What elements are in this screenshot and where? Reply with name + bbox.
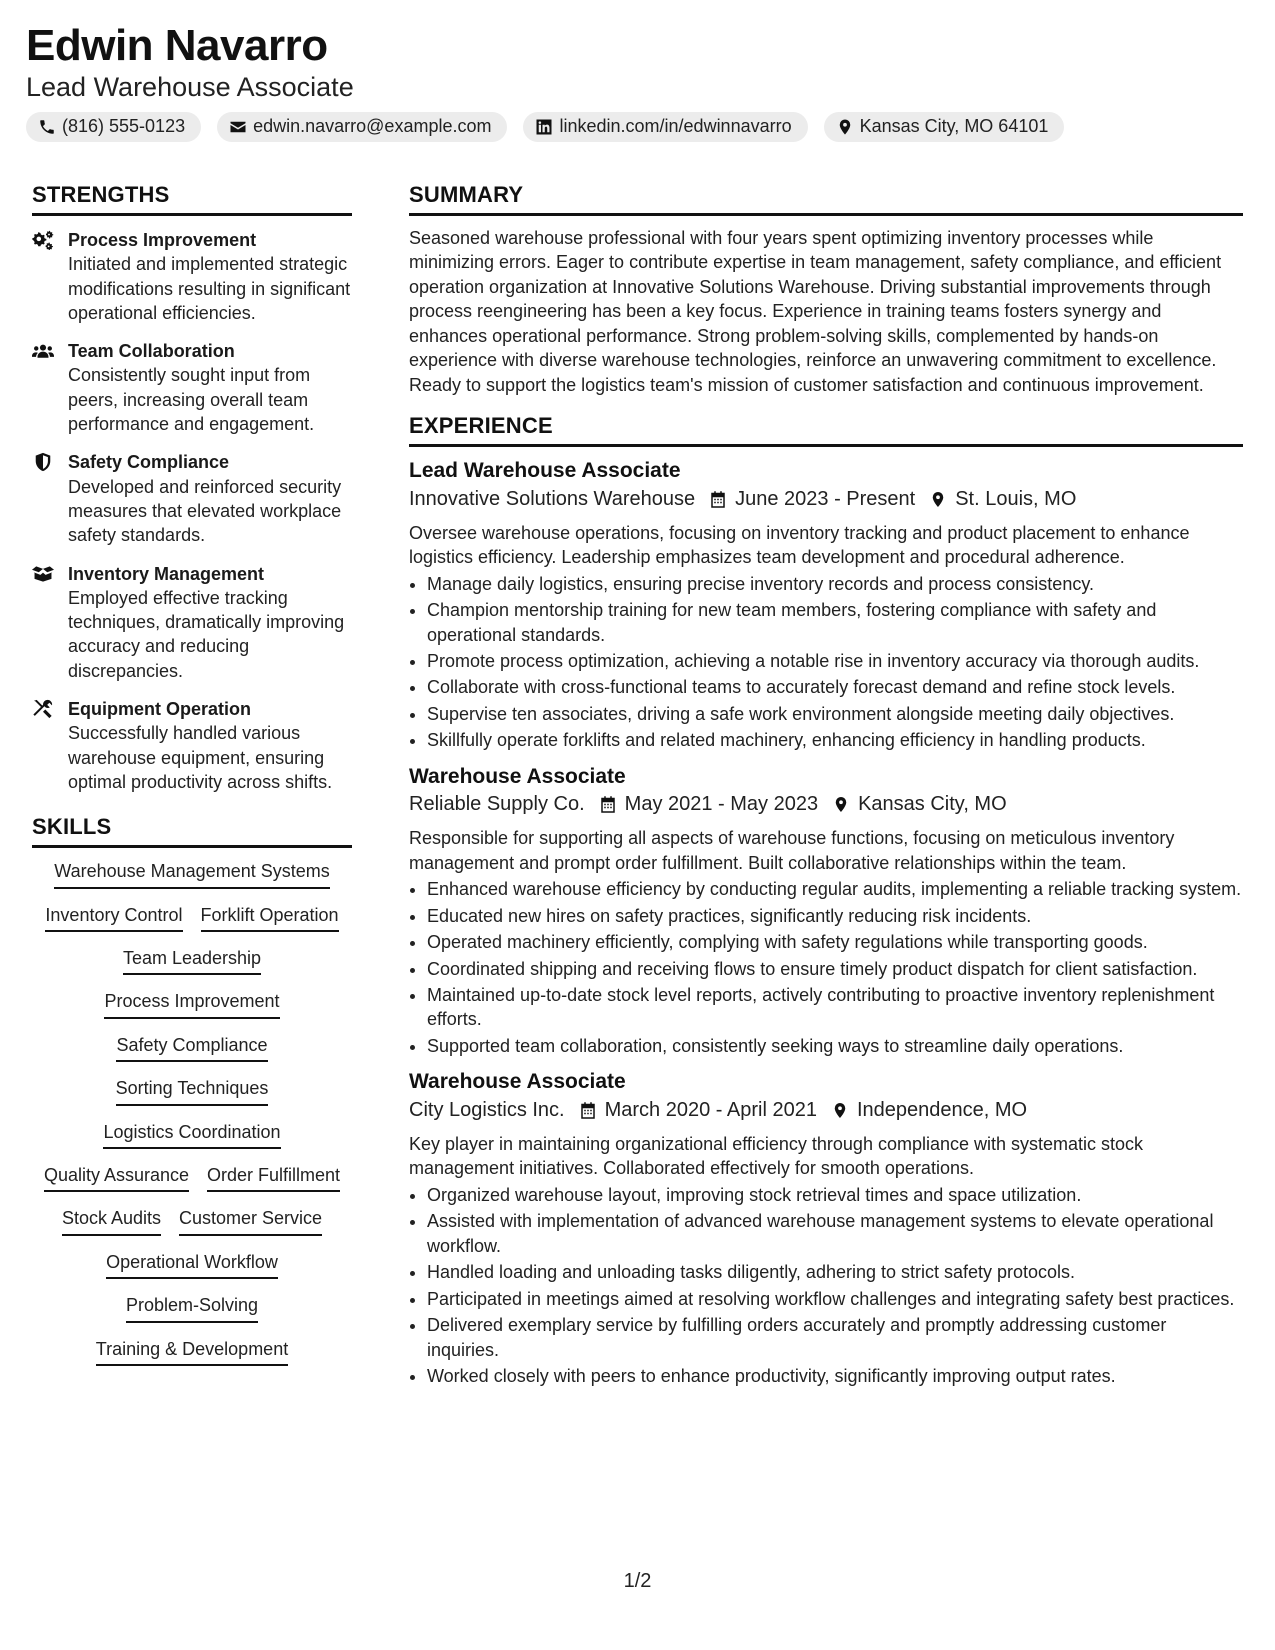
strength-desc: Developed and reinforced security measures that elevated workplace safety standards. [68, 476, 342, 546]
candidate-name: Edwin Navarro [26, 21, 328, 70]
job-location: Independence, MO [856, 1098, 1028, 1121]
users-icon [32, 341, 54, 361]
job-bullet: • Manage daily logistics, ensuring precise inventory records and process consistency. [427, 572, 1243, 596]
candidate-role: Lead Warehouse Associate [26, 72, 354, 103]
strength-desc: Successfully handled various warehouse equipment, ensuring optimal productivity across shifts. [68, 723, 333, 792]
envelope-icon [229, 118, 247, 136]
experience-heading: EXPERIENCE [409, 413, 1243, 447]
strength-item [32, 450, 352, 547]
job-dates: June 2023 - Present [735, 487, 916, 510]
job-bullets [409, 572, 1243, 753]
job-bullet: • Supervise ten associates, driving a safe work environment alongside meeting daily objectives. [427, 702, 1243, 726]
job-dates: May 2021 - May 2023 [624, 793, 819, 816]
skill-tag: Training & Development [96, 1338, 288, 1366]
job-description: Responsible for supporting all aspects of warehouse functions, focusing on meticulous inventory management and prompt order fulfillment. Built collaborative relationships within the team. [409, 828, 1175, 873]
strength-desc: Initiated and implemented strategic modifications resulting in significant operational efficiencies. [68, 254, 351, 323]
left-column [32, 182, 352, 1366]
job-bullet: • Handled loading and unloading tasks diligently, adhering to strict safety protocols. [427, 1260, 1243, 1284]
job-bullet: • Assisted with implementation of advanced warehouse management systems to elevate operational workflow. [427, 1209, 1243, 1258]
job-title: Lead Warehouse Associate [409, 459, 681, 483]
calendar-icon [709, 490, 727, 509]
skills-heading: SKILLS [32, 814, 352, 848]
contact-bar [26, 112, 1249, 142]
box-open-icon [32, 564, 54, 584]
strength-title: Equipment Operation [68, 699, 252, 720]
job-entry [409, 763, 1243, 1059]
strengths-list [32, 228, 352, 794]
strengths-heading: STRENGTHS [32, 182, 352, 216]
job-bullet: • Participated in meetings aimed at resolving workflow challenges and integrating safety best practices. [427, 1287, 1243, 1311]
skill-tag: Inventory Control [45, 904, 182, 932]
strength-title: Safety Compliance [68, 452, 230, 473]
contact-location [824, 112, 1065, 142]
job-title: Warehouse Associate [409, 764, 626, 788]
contact-email[interactable] [217, 112, 507, 142]
job-location: St. Louis, MO [955, 487, 1077, 510]
skill-tag: Operational Workflow [106, 1251, 278, 1279]
location-pin-icon [831, 1101, 849, 1120]
job-bullet: • Organized warehouse layout, improving stock retrieval times and space utilization. [427, 1183, 1243, 1207]
contact-location-text: Kansas City, MO 64101 [859, 116, 1049, 137]
linkedin-icon [535, 118, 553, 136]
summary-heading: SUMMARY [409, 182, 1243, 216]
job-location: Kansas City, MO [858, 793, 1007, 816]
tools-icon [32, 699, 54, 719]
job-dates: March 2020 - April 2021 [604, 1098, 817, 1121]
location-pin-icon [832, 795, 850, 814]
contact-linkedin-text: linkedin.com/in/edwinnavarro [559, 116, 792, 137]
job-bullets [409, 1183, 1243, 1389]
job-company: Reliable Supply Co. [409, 793, 585, 816]
skill-tag: Stock Audits [62, 1207, 161, 1235]
shield-icon [32, 452, 54, 472]
strength-desc: Consistently sought input from peers, increasing overall team performance and engagement. [68, 365, 315, 435]
calendar-icon [599, 795, 617, 814]
job-bullet: • Promote process optimization, achieving a notable rise in inventory accuracy via thorough audits. [427, 649, 1243, 673]
job-entry [409, 1068, 1243, 1388]
location-pin-icon [836, 118, 854, 136]
skill-tag: Customer Service [179, 1207, 322, 1235]
skill-tag: Problem-Solving [126, 1294, 258, 1322]
job-bullet: • Supported team collaboration, consistently seeking ways to streamline daily operations. [427, 1034, 1243, 1058]
summary-text: Seasoned warehouse professional with four years spent optimizing inventory processes while minimizing errors. Eager to contribute expertise in team management, safety compliance, and efficient operation organization at Innovative Solutions Warehouse. Driving substantial improvements through process reengineering has been a key focus. Experience in training teams fosters synergy and enhances operational performance. Strong problem-solving skills, complemented by hands-on experience with diverse warehouse technologies, reinforce an unwavering commitment to excellence. Ready to support the logistics team's mission of customer satisfaction and continuous improvement. [409, 228, 1222, 395]
skill-tag: Process Improvement [104, 990, 279, 1018]
job-bullet: • Educated new hires on safety practices, significantly reducing risk incidents. [427, 904, 1243, 928]
contact-phone-text: (816) 555-0123 [62, 116, 186, 137]
job-description: Oversee warehouse operations, focusing on inventory tracking and product placement to enhance logistics efficiency. Leadership emphasizes team development and procedural adherence. [409, 522, 1190, 568]
strength-desc: Employed effective tracking techniques, dramatically improving accuracy and reducing discrepancies. [68, 587, 345, 681]
job-bullet: • Skillfully operate forklifts and related machinery, enhancing efficiency in handling products. [427, 728, 1243, 752]
job-bullet: • Coordinated shipping and receiving flows to ensure timely product dispatch for client satisfaction. [427, 957, 1243, 981]
skill-tag: Warehouse Management Systems [54, 860, 329, 888]
strength-title: Inventory Management [68, 563, 265, 584]
contact-email-text: edwin.navarro@example.com [253, 116, 492, 137]
strength-item [32, 697, 352, 794]
job-bullet: • Collaborate with cross-functional teams to accurately forecast demand and refine stock levels. [427, 675, 1243, 699]
strength-item [32, 562, 352, 683]
skill-tag: Logistics Coordination [103, 1121, 280, 1149]
right-column [409, 182, 1243, 1390]
job-bullet: • Champion mentorship training for new team members, fostering compliance with safety and operational standards. [427, 598, 1243, 647]
skill-tag: Order Fulfillment [207, 1164, 340, 1192]
phone-icon [38, 118, 56, 136]
job-title: Warehouse Associate [409, 1070, 626, 1094]
page-number: 1/2 [623, 1570, 652, 1592]
job-meta [409, 793, 1243, 816]
strength-title: Team Collaboration [68, 341, 235, 362]
job-bullets [409, 877, 1243, 1058]
skill-tag: Safety Compliance [116, 1034, 267, 1062]
location-pin-icon [929, 490, 947, 509]
job-company: City Logistics Inc. [409, 1098, 565, 1121]
contact-linkedin[interactable] [523, 112, 807, 142]
job-meta [409, 488, 1243, 511]
resume-header [26, 22, 1249, 142]
strength-title: Process Improvement [68, 230, 257, 250]
job-bullet: • Delivered exemplary service by fulfilling orders accurately and promptly addressing customer inquiries. [427, 1313, 1243, 1362]
job-bullet: • Worked closely with peers to enhance productivity, significantly improving output rates. [427, 1364, 1243, 1388]
job-bullet: • Maintained up-to-date stock level reports, actively contributing to proactive inventory replenishment efforts. [427, 983, 1243, 1032]
skill-tag: Sorting Techniques [116, 1077, 269, 1105]
calendar-icon [579, 1101, 597, 1120]
job-meta [409, 1099, 1243, 1122]
strength-item [32, 339, 352, 436]
strength-item [32, 228, 352, 325]
job-description: Key player in maintaining organizational efficiency through compliance with systematic stock management initiatives. Collaborated effectively for smooth operations. [409, 1133, 1144, 1179]
skills-list [32, 860, 352, 1366]
job-entry [409, 457, 1243, 753]
skill-tag: Team Leadership [123, 947, 261, 975]
contact-phone[interactable] [26, 112, 201, 142]
job-bullet: • Operated machinery efficiently, complying with safety regulations while transporting goods. [427, 930, 1243, 954]
job-bullet: • Enhanced warehouse efficiency by conducting regular audits, implementing a reliable tracking system. [427, 877, 1243, 901]
job-company: Innovative Solutions Warehouse [409, 487, 696, 510]
skill-tag: Forklift Operation [201, 904, 339, 932]
gears-icon [32, 230, 54, 250]
skill-tag: Quality Assurance [44, 1164, 189, 1192]
